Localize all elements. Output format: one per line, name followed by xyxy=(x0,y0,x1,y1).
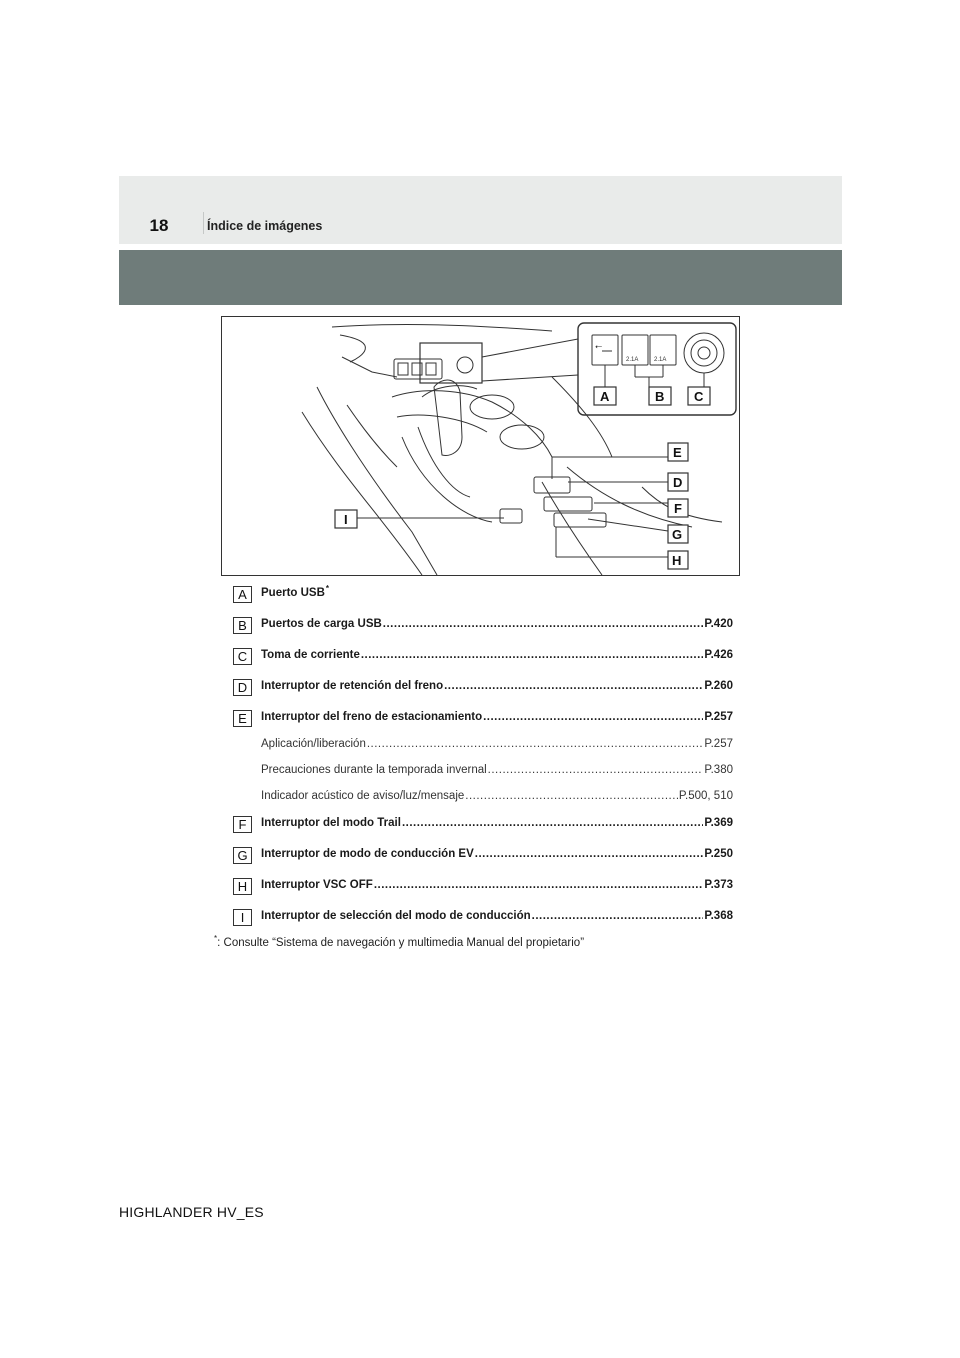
footnote-mark: * xyxy=(214,934,218,943)
model-footer: HIGHLANDER HV_ES xyxy=(119,1204,264,1220)
list-item xyxy=(233,586,733,604)
callout-e: E xyxy=(673,445,682,460)
sub-list-item xyxy=(233,763,733,781)
footnote-mark: * xyxy=(325,584,330,593)
list-item xyxy=(233,816,733,834)
console-illustration xyxy=(222,317,740,576)
list-item xyxy=(233,710,733,728)
callout-i: I xyxy=(344,512,348,527)
list-item xyxy=(233,617,733,635)
footnote-text: : Consulte “Sistema de navegación y multimedia Manual del propietario” xyxy=(217,937,585,949)
list-item xyxy=(233,648,733,666)
page-ref-link[interactable]: P.380 xyxy=(704,764,733,776)
header-dark-band xyxy=(119,250,842,305)
page-ref-link[interactable]: P.420 xyxy=(704,618,733,630)
entry-badge: B xyxy=(233,617,252,634)
callout-f: F xyxy=(674,501,682,516)
entry-label: Puertos de carga USB xyxy=(261,618,382,630)
entry-badge: H xyxy=(233,878,252,895)
list-item xyxy=(233,847,733,865)
callout-c: C xyxy=(694,389,704,404)
page-ref-link[interactable]: P.426 xyxy=(704,649,733,661)
entry-label: Interruptor de selección del modo de conducción xyxy=(261,910,531,922)
callout-a: A xyxy=(600,389,610,404)
page-ref-link[interactable]: P.500, 510 xyxy=(678,790,733,802)
entry-badge: D xyxy=(233,679,252,696)
sub-entry-label: Indicador acústico de aviso/luz/mensaje xyxy=(261,790,465,802)
entry-badge: G xyxy=(233,847,252,864)
callout-d: D xyxy=(673,475,683,490)
entry-label: Interruptor de modo de conducción EV xyxy=(261,848,474,860)
usb-icon: ⭠ xyxy=(595,342,603,352)
page-ref-link[interactable]: P.260 xyxy=(704,680,733,692)
sub-entry-label: Precauciones durante la temporada invernal xyxy=(261,764,487,776)
sub-list-item xyxy=(233,789,733,807)
entry-label: Toma de corriente xyxy=(261,649,360,661)
list-item xyxy=(233,909,733,927)
page-ref-link[interactable]: P.250 xyxy=(704,848,733,860)
callout-g: G xyxy=(672,527,683,542)
sub-entry-label: Aplicación/liberación xyxy=(261,738,366,750)
entry-badge: E xyxy=(233,710,252,727)
port-b1-label: 2.1A xyxy=(626,357,639,363)
entry-label: Puerto USB xyxy=(261,587,325,599)
entry-label: Interruptor de retención del freno xyxy=(261,680,444,692)
page-ref-link[interactable]: P.257 xyxy=(704,711,733,723)
entry-badge: A xyxy=(233,586,252,603)
sub-list-item xyxy=(233,737,733,755)
callout-h: H xyxy=(672,553,682,568)
header-divider xyxy=(203,212,204,234)
entry-label: Interruptor del freno de estacionamiento xyxy=(261,711,483,723)
entry-label: Interruptor del modo Trail xyxy=(261,817,401,829)
section-title: Índice de imágenes xyxy=(207,219,323,233)
entry-badge: F xyxy=(233,816,252,833)
page-ref-link[interactable]: P.373 xyxy=(704,879,733,891)
page-ref-link[interactable]: P.368 xyxy=(704,910,733,922)
port-b2-label: 2.1A xyxy=(654,357,667,363)
entry-badge: I xyxy=(233,909,252,926)
page-number: 18 xyxy=(149,216,169,235)
center-console-figure xyxy=(221,316,740,576)
entry-badge: C xyxy=(233,648,252,665)
page-ref-link[interactable]: P.257 xyxy=(704,738,733,750)
list-item xyxy=(233,878,733,896)
page-ref-link[interactable]: P.369 xyxy=(704,817,733,829)
footnote xyxy=(213,934,585,949)
page-header xyxy=(119,176,842,244)
entry-label: Interruptor VSC OFF xyxy=(261,879,373,891)
callout-b: B xyxy=(655,389,665,404)
list-item xyxy=(233,679,733,697)
